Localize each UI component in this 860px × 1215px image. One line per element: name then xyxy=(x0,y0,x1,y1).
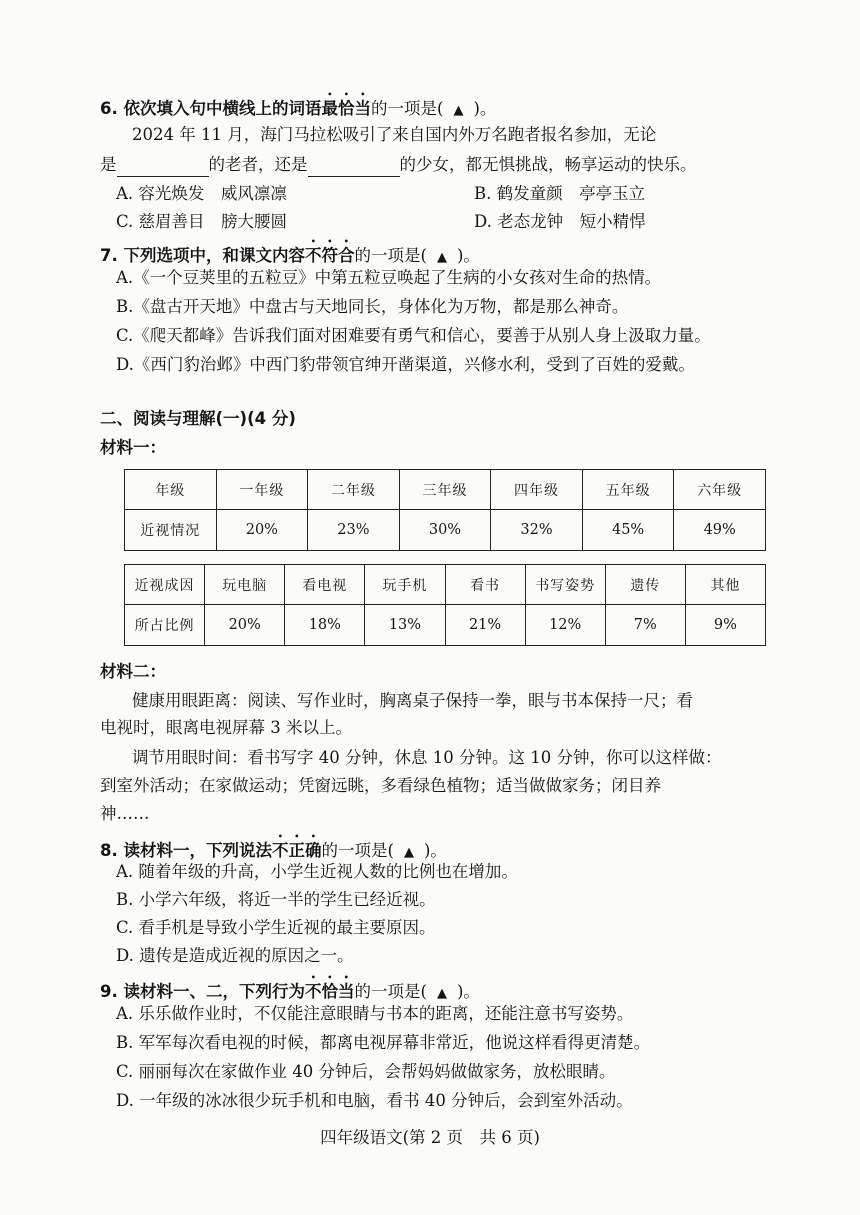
table-header-cell: 玩手机 xyxy=(365,565,445,605)
q9-option-a[interactable]: A. 乐乐做作业时，不仅能注意眼睛与书本的距离，还能注意书写姿势。 xyxy=(116,1004,634,1023)
q8-option-c[interactable]: C. 看手机是导致小学生近视的最主要原因。 xyxy=(116,918,436,937)
q8-stem-end: )。 xyxy=(423,841,447,860)
table-header-cell: 二年级 xyxy=(308,470,400,510)
q6-stem-pre: 6. 依次填入句中横线上的词语 xyxy=(100,99,322,118)
q9-stem-emphasis: 不恰当 xyxy=(305,982,355,1001)
q9-option-c[interactable]: C. 丽丽每次在家做作业 40 分钟后，会帮妈妈做做家务，放松眼睛。 xyxy=(116,1062,616,1081)
q6-stem-end: )。 xyxy=(473,99,497,118)
q6-passage-2a: 是 xyxy=(100,155,117,174)
q8-option-d[interactable]: D. 遗传是造成近视的原因之一。 xyxy=(116,946,354,965)
q8-stem-pre: 8. 读材料一，下列说法 xyxy=(100,841,272,860)
answer-mark-icon: ▲ xyxy=(436,986,447,1001)
section-2-title: 二、阅读与理解(一)(4 分) xyxy=(100,409,296,428)
table-cell: 30% xyxy=(399,510,491,551)
table-row xyxy=(125,565,766,605)
table-header-cell: 遗传 xyxy=(605,565,685,605)
table-cell: 45% xyxy=(582,510,674,551)
q6-option-d[interactable]: D. 老态龙钟 短小精悍 xyxy=(474,212,646,231)
q8-stem-emphasis: 不正确 xyxy=(272,841,322,860)
q7-stem-post: 的一项是( xyxy=(354,246,427,265)
q7-stem-emphasis: 不符合 xyxy=(305,246,355,265)
q7-option-a[interactable]: A.《一个豆荚里的五粒豆》中第五粒豆唤起了生病的小女孩对生命的热情。 xyxy=(116,268,662,287)
material-2-paragraph-1-line-1: 健康用眼距离：阅读、写作业时，胸离桌子保持一拳，眼与书本保持一尺；看 xyxy=(132,691,693,710)
table-header-cell: 看书 xyxy=(445,565,525,605)
table-header-cell: 玩电脑 xyxy=(205,565,285,605)
q7-stem-pre: 7. 下列选项中，和课文内容 xyxy=(100,246,305,265)
material-2-label: 材料二： xyxy=(100,662,166,681)
table-header-cell: 四年级 xyxy=(491,470,583,510)
q6-option-a[interactable]: A. 容光焕发 威风凛凛 xyxy=(116,184,287,203)
table-header-cell: 近视成因 xyxy=(125,565,205,605)
q6-stem-emphasis: 最恰当 xyxy=(321,99,371,118)
table-cell: 21% xyxy=(445,605,525,646)
table-row xyxy=(125,605,766,646)
q8-stem-post: 的一项是( xyxy=(321,841,394,860)
q6-passage-line-1: 2024 年 11 月，海门马拉松吸引了来自国内外万名跑者报名参加，无论 xyxy=(132,125,657,144)
q7-stem-end: )。 xyxy=(456,246,480,265)
table-header-cell: 三年级 xyxy=(399,470,491,510)
table-cell: 20% xyxy=(205,605,285,646)
table-row xyxy=(125,510,766,551)
material-2-paragraph-1-line-2: 电视时，眼离电视屏幕 3 米以上。 xyxy=(100,718,352,737)
table-cell: 12% xyxy=(525,605,605,646)
q6-passage-line-2 xyxy=(100,153,697,177)
table-header-cell: 六年级 xyxy=(674,470,766,510)
q9-stem-pre: 9. 读材料一、二，下列行为 xyxy=(100,982,305,1001)
answer-mark-icon: ▲ xyxy=(453,103,464,118)
answer-mark-icon: ▲ xyxy=(403,845,414,860)
myopia-causes-table xyxy=(124,564,766,646)
q9-option-b[interactable]: B. 军军每次看电视的时候，都离电视屏幕非常近，他说这样看得更清楚。 xyxy=(116,1033,651,1052)
q8-option-a[interactable]: A. 随着年级的升高，小学生近视人数的比例也在增加。 xyxy=(116,862,518,881)
table-cell: 9% xyxy=(685,605,765,646)
q6-stem xyxy=(100,90,496,123)
q6-stem-post: 的一项是( xyxy=(371,99,444,118)
q6-passage-2b: 的老者，还是 xyxy=(208,155,308,174)
q7-option-b[interactable]: B.《盘古开天地》中盘古与天地同长，身体化为万物，都是那么神奇。 xyxy=(116,297,629,316)
q7-option-d[interactable]: D.《西门豹治邺》中西门豹带领官绅开凿渠道，兴修水利，受到了百姓的爱戴。 xyxy=(116,355,695,374)
q6-blank-1[interactable] xyxy=(117,158,209,177)
material-2-paragraph-2-line-2: 到室外活动；在家做运动；凭窗远眺，多看绿色植物；适当做做家务；闭目养 xyxy=(100,776,661,795)
table-cell: 32% xyxy=(491,510,583,551)
table-row-label: 所占比例 xyxy=(125,605,205,646)
table-header-cell: 看电视 xyxy=(285,565,365,605)
q9-stem-post: 的一项是( xyxy=(354,982,427,1001)
q9-option-d[interactable]: D. 一年级的冰冰很少玩手机和电脑，看书 40 分钟后，会到室外活动。 xyxy=(116,1091,633,1110)
material-1-label: 材料一： xyxy=(100,438,166,457)
table-header-cell: 书写姿势 xyxy=(525,565,605,605)
table-cell: 49% xyxy=(674,510,766,551)
table-header-cell: 一年级 xyxy=(216,470,308,510)
q6-option-b[interactable]: B. 鹤发童颜 亭亭玉立 xyxy=(474,184,646,203)
table-header-cell: 其他 xyxy=(685,565,765,605)
myopia-by-grade-table xyxy=(124,469,766,551)
table-header-cell: 五年级 xyxy=(582,470,674,510)
q9-stem-end: )。 xyxy=(456,982,480,1001)
answer-mark-icon: ▲ xyxy=(436,250,447,265)
table-cell: 18% xyxy=(285,605,365,646)
q7-option-c[interactable]: C.《爬天都峰》告诉我们面对困难要有勇气和信心，要善于从别人身上汲取力量。 xyxy=(116,326,711,345)
table-cell: 7% xyxy=(605,605,685,646)
table-cell: 13% xyxy=(365,605,445,646)
material-2-paragraph-2-line-3: 神…… xyxy=(100,804,150,823)
table-row xyxy=(125,470,766,510)
table-cell: 20% xyxy=(216,510,308,551)
page-footer: 四年级语文(第 2 页 共 6 页) xyxy=(320,1128,540,1147)
q6-passage-2c: 的少女，都无惧挑战，畅享运动的快乐。 xyxy=(399,155,697,174)
table-header-cell: 年级 xyxy=(125,470,217,510)
q6-option-c[interactable]: C. 慈眉善目 膀大腰圆 xyxy=(116,212,288,231)
q8-option-b[interactable]: B. 小学六年级，将近一半的学生已经近视。 xyxy=(116,890,436,909)
table-cell: 23% xyxy=(308,510,400,551)
table-row-label: 近视情况 xyxy=(125,510,217,551)
q6-blank-2[interactable] xyxy=(308,158,400,177)
material-2-paragraph-2-line-1: 调节用眼时间：看书写字 40 分钟，休息 10 分钟。这 10 分钟，你可以这样做： xyxy=(132,748,722,767)
